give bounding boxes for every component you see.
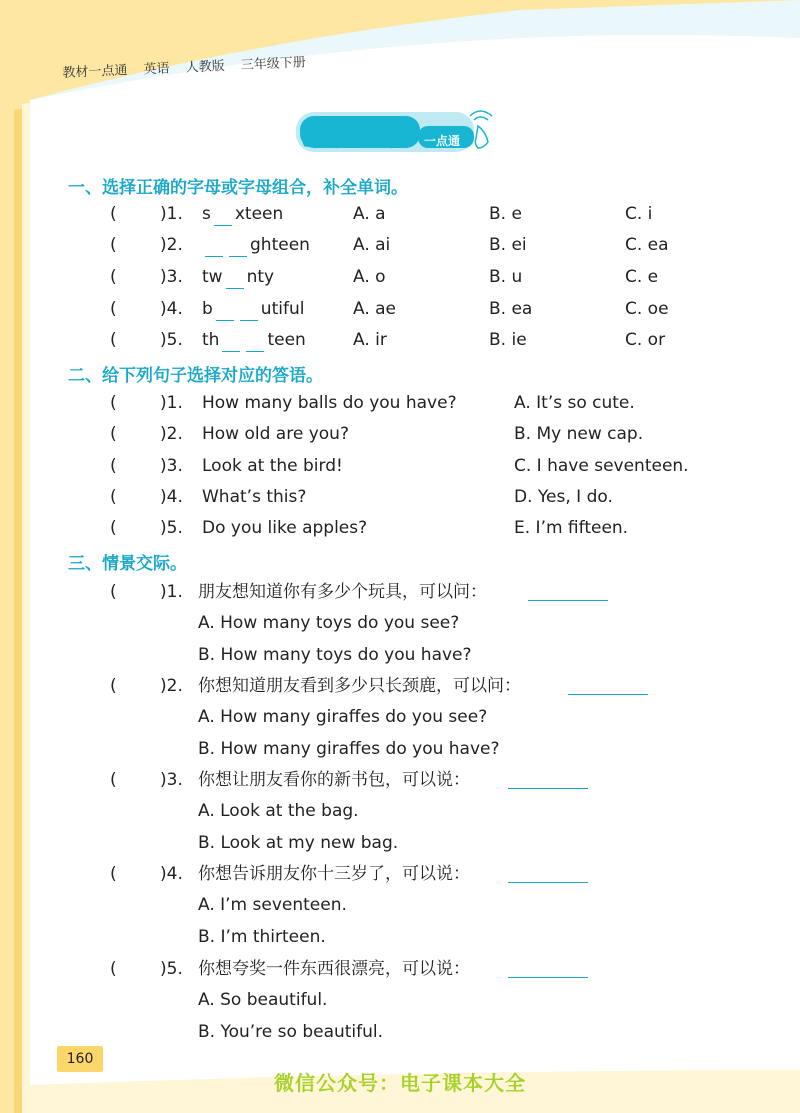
answer-paren[interactable]: (	[110, 770, 117, 790]
item-number: )2.	[160, 676, 183, 696]
answer-line[interactable]	[508, 862, 588, 883]
letter-blank[interactable]	[226, 270, 244, 289]
item-number: )3.	[160, 770, 183, 790]
item-number: )3.	[160, 456, 183, 476]
item-number: )2.	[160, 424, 183, 444]
item-number: )1.	[160, 582, 183, 602]
option-a: A. o	[353, 267, 386, 287]
option-b: B. e	[489, 204, 522, 224]
answer-paren[interactable]: (	[110, 864, 117, 884]
option-a: A. ai	[353, 235, 391, 255]
word-prefix: th	[202, 330, 220, 350]
edition: 人教版	[185, 58, 226, 76]
answer-paren[interactable]: (	[110, 582, 117, 602]
reply-option: C. I have seventeen.	[514, 456, 689, 476]
question-text: Do you like apples?	[202, 518, 368, 538]
answer-paren[interactable]: (	[110, 393, 117, 413]
answer-paren[interactable]: (	[110, 235, 117, 255]
answer-paren[interactable]: (	[110, 456, 117, 476]
question-text: What’s this?	[202, 487, 307, 507]
banner-tag: 一点通	[424, 134, 461, 148]
page-number: 160	[57, 1046, 103, 1072]
option-a: A. How many toys do you see?	[198, 613, 460, 633]
reply-option: B. My new cap.	[514, 424, 644, 444]
situation-text: 你想告诉朋友你十三岁了，可以说：	[198, 864, 470, 884]
situation-text: 你想知道朋友看到多少只长颈鹿，可以问：	[198, 676, 521, 696]
banner-title: 课后集训	[300, 122, 413, 152]
situation-text: 朋友想知道你有多少个玩具，可以问：	[198, 582, 487, 602]
option-b: B. How many giraffes do you have?	[198, 739, 500, 759]
grade: 三年级下册	[240, 55, 307, 74]
option-b: B. ei	[489, 235, 527, 255]
letter-blank[interactable]	[240, 302, 258, 321]
reply-option: E. I’m fifteen.	[514, 518, 629, 538]
section-3-title: 三、情景交际。	[68, 554, 187, 574]
answer-paren[interactable]: (	[110, 204, 117, 224]
answer-line[interactable]	[508, 768, 588, 789]
answer-paren[interactable]: (	[110, 518, 117, 538]
word-prefix: s	[202, 204, 211, 224]
answer-paren[interactable]: (	[110, 959, 117, 979]
item-number: )2.	[160, 235, 183, 255]
word-prefix: tw	[202, 267, 223, 287]
option-c: C. oe	[625, 299, 669, 319]
letter-blank[interactable]	[214, 207, 232, 226]
book-name: 教材一点通	[62, 63, 128, 81]
item-number: )1.	[160, 393, 183, 413]
letter-blank[interactable]	[229, 238, 247, 257]
question-text: How many balls do you have?	[202, 393, 457, 413]
item-number: )4.	[160, 299, 183, 319]
option-c: C. ea	[625, 235, 669, 255]
word-to-complete	[202, 202, 283, 226]
situation-text: 你想夸奖一件东西很漂亮，可以说：	[198, 959, 470, 979]
item-number: )4.	[160, 864, 183, 884]
word-prefix: b	[202, 299, 213, 319]
item-number: )5.	[160, 518, 183, 538]
letter-blank[interactable]	[246, 333, 264, 352]
word-to-complete	[202, 233, 310, 257]
option-b: B. How many toys do you have?	[198, 645, 472, 665]
option-b: B. I’m thirteen.	[198, 927, 326, 947]
answer-line[interactable]	[508, 957, 588, 978]
section-2-title: 二、给下列句子选择对应的答语。	[68, 366, 323, 386]
word-to-complete	[202, 328, 306, 352]
answer-paren[interactable]: (	[110, 487, 117, 507]
question-text: How old are you?	[202, 424, 349, 444]
option-a: A. Look at the bag.	[198, 801, 359, 821]
option-a: A. So beautiful.	[198, 990, 328, 1010]
answer-paren[interactable]: (	[110, 267, 117, 287]
option-b: B. You’re so beautiful.	[198, 1022, 384, 1042]
option-c: C. e	[625, 267, 659, 287]
option-a: A. ir	[353, 330, 387, 350]
word-suffix: nty	[246, 267, 275, 287]
option-a: A. How many giraffes do you see?	[198, 707, 488, 727]
word-suffix: ghteen	[250, 235, 310, 255]
answer-paren[interactable]: (	[110, 676, 117, 696]
footer-text: 微信公众号：电子课本大全	[274, 1071, 526, 1095]
situation-text: 你想让朋友看你的新书包，可以说：	[198, 770, 470, 790]
option-a: A. a	[353, 204, 386, 224]
word-to-complete	[202, 297, 304, 321]
answer-paren[interactable]: (	[110, 299, 117, 319]
word-suffix: xteen	[234, 204, 284, 224]
reply-option: A. It’s so cute.	[514, 393, 635, 413]
word-to-complete	[202, 265, 274, 289]
item-number: )1.	[160, 204, 183, 224]
reply-option: D. Yes, I do.	[514, 487, 613, 507]
section-1-title: 一、选择正确的字母或字母组合，补全单词。	[68, 178, 408, 198]
option-c: C. or	[625, 330, 666, 350]
option-b: B. u	[489, 267, 523, 287]
word-suffix: utiful	[260, 299, 305, 319]
item-number: )5.	[160, 959, 183, 979]
option-a: A. I’m seventeen.	[198, 895, 347, 915]
item-number: )3.	[160, 267, 183, 287]
option-b: B. ie	[489, 330, 527, 350]
option-b: B. ea	[489, 299, 533, 319]
option-b: B. Look at my new bag.	[198, 833, 399, 853]
option-c: C. i	[625, 204, 653, 224]
answer-line[interactable]	[528, 580, 608, 601]
option-a: A. ae	[353, 299, 397, 319]
question-text: Look at the bird!	[202, 456, 343, 476]
answer-line[interactable]	[568, 674, 648, 695]
subject: 英语	[143, 61, 170, 78]
letter-blank[interactable]	[216, 302, 234, 321]
item-number: )5.	[160, 330, 183, 350]
word-suffix: teen	[267, 330, 306, 350]
letter-blank[interactable]	[222, 333, 240, 352]
letter-blank[interactable]	[205, 238, 223, 257]
answer-paren[interactable]: (	[110, 424, 117, 444]
answer-paren[interactable]: (	[110, 330, 117, 350]
item-number: )4.	[160, 487, 183, 507]
